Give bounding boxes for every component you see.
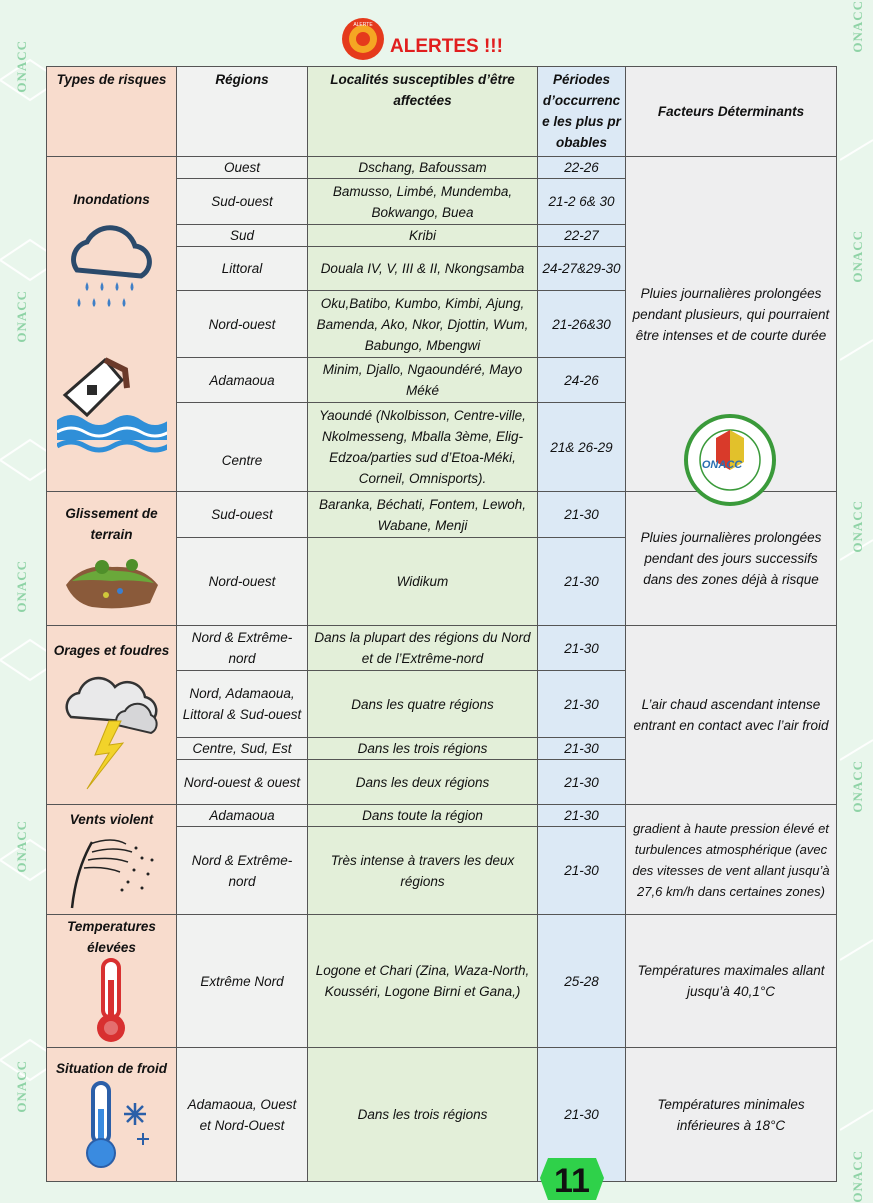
- watermark-left-1: ONACC: [14, 40, 29, 93]
- header-risk-type: Types de risques: [47, 67, 177, 157]
- locality-cell: Yaoundé (Nkolbisson, Centre-ville, Nkolmesseng, Mballa 3ème, Elig-Edzoa/parties sud d’Etoa-Méki, Corneil, Omnisports).: [308, 403, 538, 492]
- locality-cell: Dans toute la région: [308, 805, 538, 827]
- watermark-right-1: ONACC: [850, 0, 865, 53]
- region-cell: Nord & Extrême-nord: [177, 827, 308, 915]
- region-cell: Centre, Sud, Est: [177, 738, 308, 760]
- header: [0, 12, 873, 62]
- period-cell: 22-27: [538, 225, 626, 247]
- risk-cell-wind: [47, 805, 177, 915]
- factor-cell: L’air chaud ascendant intense entrant en contact avec l’air froid: [626, 626, 837, 805]
- region-cell: Littoral: [177, 247, 308, 291]
- locality-cell: Widikum: [308, 538, 538, 626]
- svg-text:ALERTE: ALERTE: [353, 22, 373, 28]
- watermark-left-2: ONACC: [14, 290, 29, 343]
- period-cell: 21-30: [538, 492, 626, 538]
- risk-name: Orages et foudres: [53, 642, 170, 658]
- table-row: [47, 157, 837, 179]
- risk-cell-flood: [47, 157, 177, 492]
- region-cell: Adamaoua: [177, 805, 308, 827]
- factor-text: Pluies journalières prolongées pendant plusieurs, qui pourraient être intenses et de courte durée: [632, 285, 830, 343]
- locality-cell: Très intense à travers les deux régions: [308, 827, 538, 915]
- period-cell: 21-30: [538, 738, 626, 760]
- locality-cell: Dschang, Bafoussam: [308, 157, 538, 179]
- table-row: [47, 1048, 837, 1182]
- watermark-left-3: ONACC: [14, 560, 29, 613]
- hot-thermometer-icon: [57, 958, 167, 1046]
- region-cell: Adamaoua: [177, 358, 308, 403]
- risk-name: Situation de froid: [56, 1061, 167, 1076]
- table-header-row: [47, 67, 837, 157]
- period-cell: 21-2 6& 30: [538, 179, 626, 225]
- period-cell: 25-28: [538, 915, 626, 1048]
- locality-cell: Dans les trois régions: [308, 1048, 538, 1182]
- header-period: Périodes d’occurrence les plus probables: [538, 67, 626, 157]
- period-cell: 21-30: [538, 671, 626, 738]
- period-cell: 21-30: [538, 626, 626, 671]
- factor-cell: gradient à haute pression élevé et turbulences atmosphérique (avec des vitesses de vent allant jusqu’à 27,6 km/h dans certaines zones): [626, 805, 837, 915]
- page-number: 11: [554, 1162, 590, 1200]
- factor-cell: Températures minimales inférieures à 18°C: [626, 1048, 837, 1182]
- flood-icon: [57, 210, 167, 460]
- watermark-right-5: ONACC: [850, 1150, 865, 1203]
- page-number-badge: [540, 1158, 604, 1200]
- region-cell: Sud-ouest: [177, 492, 308, 538]
- watermark-right-2: ONACC: [850, 230, 865, 283]
- risk-name: Vents violent: [69, 812, 154, 827]
- header-region: Régions: [177, 67, 308, 157]
- locality-cell: Dans les deux régions: [308, 760, 538, 805]
- region-cell: Nord-ouest: [177, 538, 308, 626]
- wind-icon: [62, 830, 162, 910]
- table-row: [47, 915, 837, 1048]
- period-cell: 24-27&29-30: [538, 247, 626, 291]
- region-cell: Ouest: [177, 157, 308, 179]
- risk-name: Glissement de terrain: [65, 505, 158, 542]
- risk-name: Inondations: [73, 191, 150, 207]
- svg-text:ONACC: ONACC: [701, 459, 743, 471]
- watermark-left-4: ONACC: [14, 820, 29, 873]
- factor-cell: [626, 157, 837, 492]
- header-factor: Facteurs Déterminants: [626, 67, 837, 157]
- storm-icon: [57, 661, 167, 791]
- risk-cell-storm: [47, 626, 177, 805]
- period-cell: 21-30: [538, 827, 626, 915]
- risk-cell-heat: [47, 915, 177, 1048]
- locality-cell: Baranka, Béchati, Fontem, Lewoh, Wabane, Menji: [308, 492, 538, 538]
- locality-cell: Douala IV, V, III & II, Nkongsamba: [308, 247, 538, 291]
- region-cell: Nord & Extrême-nord: [177, 626, 308, 671]
- watermark-right-4: ONACC: [850, 760, 865, 813]
- period-cell: 21& 26-29: [538, 403, 626, 492]
- locality-cell: Dans la plupart des régions du Nord et de l’Extrême-nord: [308, 626, 538, 671]
- alert-logo-icon: [340, 16, 386, 62]
- watermark-left-5: ONACC: [14, 1060, 29, 1113]
- region-cell: Nord-ouest & ouest: [177, 760, 308, 805]
- period-cell: 21-26&30: [538, 291, 626, 358]
- region-cell: Nord, Adamaoua, Littoral & Sud-ouest: [177, 671, 308, 738]
- risk-cell-cold: [47, 1048, 177, 1182]
- period-cell: 21-30: [538, 538, 626, 626]
- table-row: [47, 805, 837, 827]
- period-cell: 21-30: [538, 805, 626, 827]
- onacc-seal-icon: [682, 412, 778, 508]
- risk-name: Temperatures élevées: [67, 919, 156, 955]
- region-cell: Extrême Nord: [177, 915, 308, 1048]
- region-cell: Sud-ouest: [177, 179, 308, 225]
- risk-cell-landslide: [47, 492, 177, 626]
- region-cell: Sud: [177, 225, 308, 247]
- locality-cell: Oku,Batibo, Kumbo, Kimbi, Ajung, Bamenda, Ako, Nkor, Djottin, Wum, Babungo, Mbengwi: [308, 291, 538, 358]
- watermark-right-3: ONACC: [850, 500, 865, 553]
- factor-cell: Pluies journalières prolongées pendant des jours successifs dans des zones déjà à risque: [626, 492, 837, 626]
- cold-thermometer-icon: [57, 1079, 167, 1171]
- locality-cell: Bamusso, Limbé, Mundemba, Bokwango, Buea: [308, 179, 538, 225]
- locality-cell: Logone et Chari (Zina, Waza-North, Kousséri, Logone Birni et Gana,): [308, 915, 538, 1048]
- period-cell: 24-26: [538, 358, 626, 403]
- region-cell: Centre: [177, 403, 308, 492]
- factor-cell: Températures maximales allant jusqu’à 40,1°C: [626, 915, 837, 1048]
- locality-cell: Minim, Djallo, Ngaoundéré, Mayo Méké: [308, 358, 538, 403]
- table-row: [47, 626, 837, 671]
- locality-cell: Kribi: [308, 225, 538, 247]
- period-cell: 21-30: [538, 760, 626, 805]
- page-title: ALERTES !!!: [390, 36, 503, 57]
- header-locality: Localités susceptibles d’être affectées: [308, 67, 538, 157]
- locality-cell: Dans les quatre régions: [308, 671, 538, 738]
- region-cell: Adamaoua, Ouest et Nord-Ouest: [177, 1048, 308, 1182]
- locality-cell: Dans les trois régions: [308, 738, 538, 760]
- landslide-icon: [62, 545, 162, 615]
- period-cell: 22-26: [538, 157, 626, 179]
- region-cell: Nord-ouest: [177, 291, 308, 358]
- alerts-table: [46, 66, 837, 1182]
- period-cell: 21-30: [538, 1048, 626, 1182]
